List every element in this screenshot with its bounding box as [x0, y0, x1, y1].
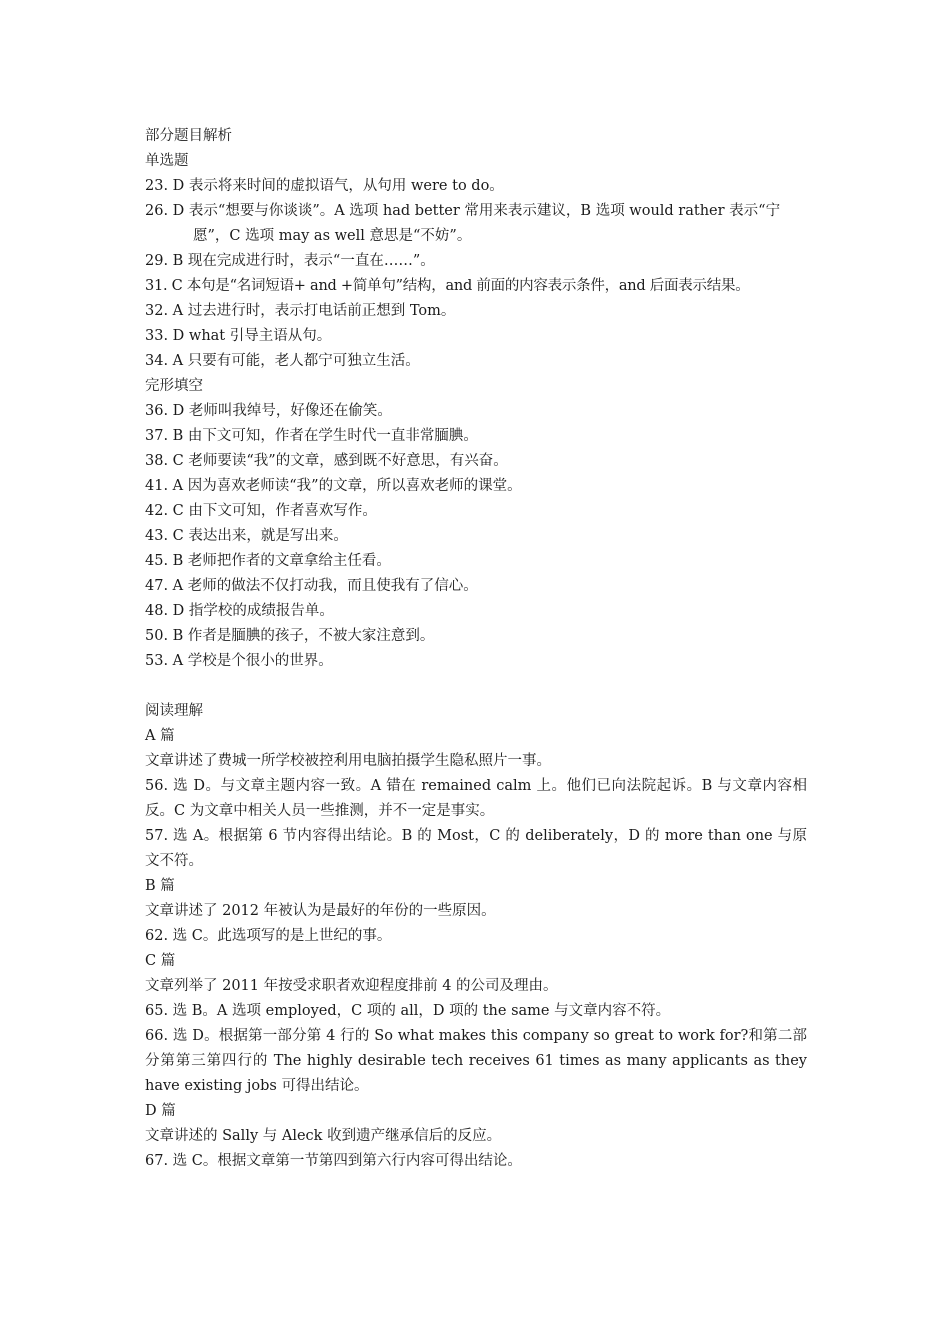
answer-38: 38. C 老师要读“我”的文章，感到既不好意思，有兴奋。 [145, 453, 508, 469]
answer-53: 53. A 学校是个很小的世界。 [145, 653, 333, 669]
answer-33: 33. D what 引导主语从句。 [145, 328, 332, 344]
answer-45: 45. B 老师把作者的文章拿给主任看。 [145, 553, 391, 569]
passage-a-summary: 文章讲述了费城一所学校被控利用电脑拍摄学生隐私照片一事。 [145, 753, 551, 769]
answer-29: 29. B 现在完成进行时，表示“一直在……”。 [145, 253, 435, 269]
answer-34: 34. A 只要有可能，老人都宁可独立生活。 [145, 353, 420, 369]
passage-c-label: C 篇 [145, 953, 176, 969]
section-heading-reading: 阅读理解 [145, 703, 203, 719]
passage-b-summary: 文章讲述了 2012 年被认为是最好的年份的一些原因。 [145, 903, 496, 919]
passage-b-label: B 篇 [145, 878, 175, 894]
answer-47: 47. A 老师的做法不仅打动我，而且使我有了信心。 [145, 578, 478, 594]
answer-62: 62. 选 C。此选项写的是上世纪的事。 [145, 928, 392, 944]
answer-50: 50. B 作者是腼腆的孩子，不被大家注意到。 [145, 628, 435, 644]
answer-42: 42. C 由下文可知，作者喜欢写作。 [145, 503, 377, 519]
section-heading-single-choice: 单选题 [145, 153, 189, 169]
answer-23: 23. D 表示将来时间的虚拟语气，从句用 were to do。 [145, 178, 504, 194]
doc-title: 部分题目解析 [145, 128, 232, 144]
answer-65: 65. 选 B。A 选项 employed，C 项的 all，D 项的 the same 与文章内容不符。 [145, 1003, 671, 1019]
answer-48: 48. D 指学校的成绩报告单。 [145, 603, 334, 619]
answer-26: 26. D 表示“想要与你谈谈”。A 选项 had better 常用来表示建议，B 选项 would rather 表示“宁愿”，C 选项 may as well 意思是“不妨”。 [145, 203, 781, 244]
answer-57: 57. 选 A。根据第 6 节内容得出结论。B 的 Most，C 的 deliberately，D 的 more than one 与原文不符。 [145, 828, 807, 869]
answer-31: 31. C 本句是“名词短语+ and +简单句”结构，and 前面的内容表示条件，and 后面表示结果。 [145, 278, 750, 294]
answer-36: 36. D 老师叫我绰号，好像还在偷笑。 [145, 403, 392, 419]
answer-41: 41. A 因为喜欢老师读“我”的文章，所以喜欢老师的课堂。 [145, 478, 522, 494]
answer-37: 37. B 由下文可知，作者在学生时代一直非常腼腆。 [145, 428, 478, 444]
passage-d-summary: 文章讲述的 Sally 与 Aleck 收到遗产继承信后的反应。 [145, 1128, 502, 1144]
passage-d-label: D 篇 [145, 1103, 176, 1119]
answer-66: 66. 选 D。根据第一部分第 4 行的 So what makes this company so great to work for?和第二部分第第三第四行的 The highly desirable tech receives 61 times as many applicants as they have existing jobs 可得出结论。 [145, 1028, 807, 1094]
passage-c-summary: 文章列举了 2011 年按受求职者欢迎程度排前 4 的公司及理由。 [145, 978, 558, 994]
section-heading-cloze: 完形填空 [145, 378, 203, 394]
answer-67: 67. 选 C。根据文章第一节第四到第六行内容可得出结论。 [145, 1153, 522, 1169]
answer-56: 56. 选 D。与文章主题内容一致。A 错在 remained calm 上。他们已向法院起诉。B 与文章内容相反。C 为文章中相关人员一些推测，并不一定是事实。 [145, 778, 807, 819]
answer-43: 43. C 表达出来，就是写出来。 [145, 528, 348, 544]
blank-line [145, 674, 807, 699]
passage-a-label: A 篇 [145, 728, 175, 744]
answer-32: 32. A 过去进行时，表示打电话前正想到 Tom。 [145, 303, 456, 319]
document-page [145, 124, 807, 1174]
